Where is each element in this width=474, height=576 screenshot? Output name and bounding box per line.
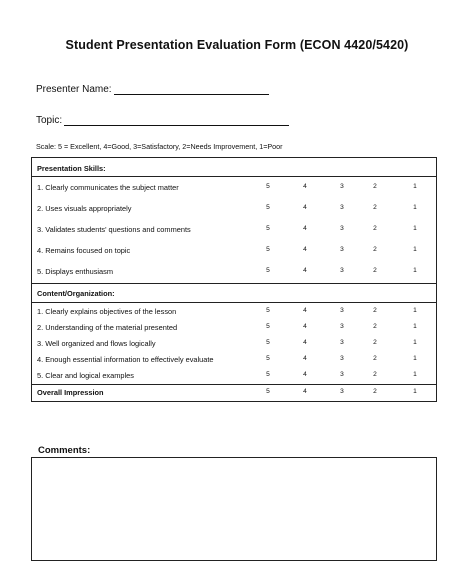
section-divider: [32, 302, 436, 303]
page-title: Student Presentation Evaluation Form (ECON 4420/5420): [65, 38, 409, 52]
score-option-4[interactable]: 4: [303, 307, 307, 314]
score-option-2[interactable]: 2: [373, 204, 377, 211]
score-option-1[interactable]: 1: [413, 323, 417, 330]
score-option-1[interactable]: 1: [413, 388, 417, 395]
overall-impression-label: Overall Impression: [37, 388, 104, 397]
score-option-5[interactable]: 5: [266, 355, 270, 362]
score-option-2[interactable]: 2: [373, 307, 377, 314]
score-option-3[interactable]: 3: [340, 371, 344, 378]
score-option-1[interactable]: 1: [413, 371, 417, 378]
table-row-label: 1. Clearly explains objectives of the lesson: [37, 307, 177, 316]
score-option-2[interactable]: 2: [373, 225, 377, 232]
score-option-5[interactable]: 5: [266, 267, 270, 274]
topic-label: Topic:: [36, 115, 63, 126]
table-row-label: 2. Understanding of the material presented: [37, 323, 178, 332]
section-divider: [32, 384, 436, 385]
evaluation-table: [31, 157, 437, 402]
score-option-2[interactable]: 2: [373, 339, 377, 346]
table-row-label: 4. Remains focused on topic: [37, 246, 131, 255]
presenter-name-line[interactable]: [114, 84, 269, 95]
score-option-2[interactable]: 2: [373, 246, 377, 253]
section-divider: [32, 176, 436, 177]
score-option-4[interactable]: 4: [303, 204, 307, 211]
score-option-2[interactable]: 2: [373, 388, 377, 395]
score-option-4[interactable]: 4: [303, 267, 307, 274]
score-option-5[interactable]: 5: [266, 225, 270, 232]
score-option-2[interactable]: 2: [373, 355, 377, 362]
score-option-5[interactable]: 5: [266, 339, 270, 346]
table-row-label: 2. Uses visuals appropriately: [37, 204, 132, 213]
score-option-1[interactable]: 1: [413, 204, 417, 211]
score-option-1[interactable]: 1: [413, 307, 417, 314]
score-option-3[interactable]: 3: [340, 267, 344, 274]
section-heading-label: Presentation Skills:: [37, 164, 106, 173]
presenter-name-field[interactable]: [36, 84, 269, 95]
comments-box[interactable]: [31, 457, 437, 561]
score-option-2[interactable]: 2: [373, 183, 377, 190]
score-option-3[interactable]: 3: [340, 339, 344, 346]
score-option-1[interactable]: 1: [413, 267, 417, 274]
score-option-4[interactable]: 4: [303, 371, 307, 378]
score-option-3[interactable]: 3: [340, 204, 344, 211]
score-option-4[interactable]: 4: [303, 246, 307, 253]
score-option-3[interactable]: 3: [340, 388, 344, 395]
score-option-2[interactable]: 2: [373, 267, 377, 274]
score-option-3[interactable]: 3: [340, 183, 344, 190]
score-option-1[interactable]: 1: [413, 246, 417, 253]
score-option-5[interactable]: 5: [266, 246, 270, 253]
score-option-1[interactable]: 1: [413, 183, 417, 190]
section-heading-label: Content/Organization:: [37, 289, 115, 298]
score-option-3[interactable]: 3: [340, 307, 344, 314]
score-option-1[interactable]: 1: [413, 355, 417, 362]
topic-line[interactable]: [64, 115, 289, 126]
score-option-5[interactable]: 5: [266, 371, 270, 378]
score-option-5[interactable]: 5: [266, 307, 270, 314]
score-option-3[interactable]: 3: [340, 225, 344, 232]
score-option-5[interactable]: 5: [266, 204, 270, 211]
table-row-label: 1. Clearly communicates the subject matter: [37, 183, 179, 192]
score-option-5[interactable]: 5: [266, 323, 270, 330]
score-option-2[interactable]: 2: [373, 323, 377, 330]
table-row-label: 3. Well organized and flows logically: [37, 339, 156, 348]
score-option-4[interactable]: 4: [303, 323, 307, 330]
table-row-label: 5. Clear and logical examples: [37, 371, 134, 380]
score-option-1[interactable]: 1: [413, 339, 417, 346]
score-option-2[interactable]: 2: [373, 371, 377, 378]
score-option-4[interactable]: 4: [303, 183, 307, 190]
score-option-3[interactable]: 3: [340, 355, 344, 362]
presenter-name-label: Presenter Name:: [36, 84, 112, 95]
score-option-5[interactable]: 5: [266, 183, 270, 190]
score-option-4[interactable]: 4: [303, 388, 307, 395]
score-option-4[interactable]: 4: [303, 225, 307, 232]
score-option-3[interactable]: 3: [340, 246, 344, 253]
score-option-3[interactable]: 3: [340, 323, 344, 330]
score-option-5[interactable]: 5: [266, 388, 270, 395]
score-option-4[interactable]: 4: [303, 355, 307, 362]
section-divider: [32, 283, 436, 284]
table-row-label: 4. Enough essential information to effectively evaluate: [37, 355, 214, 364]
comments-label: Comments:: [38, 445, 91, 456]
table-row-label: 3. Validates students' questions and comments: [37, 225, 191, 234]
score-option-4[interactable]: 4: [303, 339, 307, 346]
scale-legend: Scale: 5 = Excellent, 4=Good, 3=Satisfactory, 2=Needs Improvement, 1=Poor: [36, 142, 283, 151]
score-option-1[interactable]: 1: [413, 225, 417, 232]
topic-field[interactable]: [36, 115, 289, 126]
table-row-label: 5. Displays enthusiasm: [37, 267, 113, 276]
